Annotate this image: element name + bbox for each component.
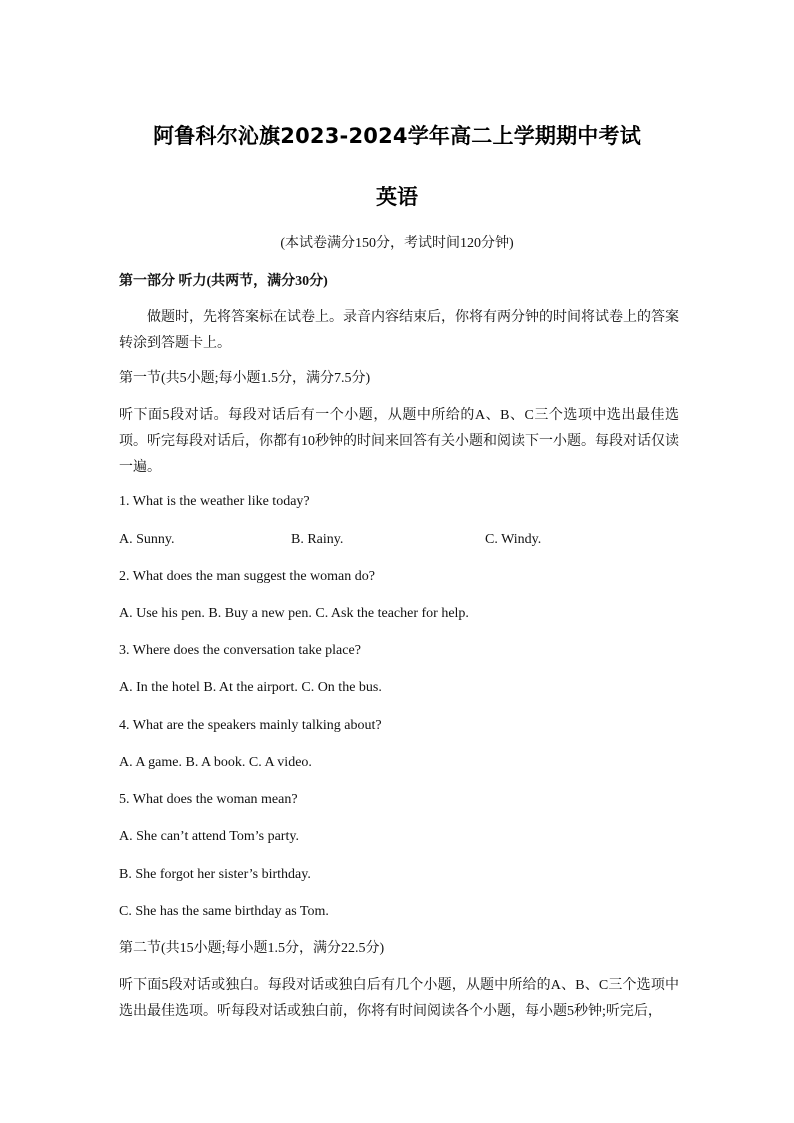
section1-instruction: 听下面5段对话。每段对话后有一个小题，从题中所给的A、B、C三个选项中选出最佳选项。听完每段对话后，你都有10秒钟的时间来回答有关小题和阅读下一小题。每段对话仅读一遍。	[119, 408, 679, 475]
question-5-option-c: C. She has the same birthday as Tom.	[119, 904, 329, 919]
subject-title: 英语	[376, 185, 418, 209]
question-4-stem: 4. What are the speakers mainly talking about?	[119, 718, 382, 733]
part1-heading: 第一部分 听力(共两节，满分30分)	[119, 274, 328, 289]
exam-title: 阿鲁科尔沁旗2023-2024学年高二上学期期中考试	[153, 124, 641, 148]
question-3-options: A. In the hotel B. At the airport. C. On the bus.	[119, 680, 382, 695]
question-4-options: A. A game. B. A book. C. A video.	[119, 755, 312, 770]
question-3-stem: 3. Where does the conversation take place?	[119, 643, 361, 658]
question-5-stem: 5. What does the woman mean?	[119, 792, 298, 807]
exam-note: (本试卷满分150分，考试时间120分钟)	[280, 236, 514, 251]
section1-heading: 第一节(共5小题;每小题1.5分，满分7.5分)	[119, 371, 371, 386]
question-1-stem: 1. What is the weather like today?	[119, 494, 310, 509]
question-5-option-a: A. She can’t attend Tom’s party.	[119, 829, 299, 844]
question-1-option-a: A. Sunny.	[119, 532, 175, 547]
question-5-option-b: B. She forgot her sister’s birthday.	[119, 867, 311, 882]
section2-instruction: 听下面5段对话或独白。每段对话或独白后有几个小题，从题中所给的A、B、C三个选项中选出最佳选项。听每段对话或独白前，你将有时间阅读各个小题，每小题5秒钟;听完后，	[119, 978, 679, 1019]
question-1-option-b: B. Rainy.	[291, 532, 344, 547]
part1-instruction: 做题时，先将答案标在试卷上。录音内容结束后，你将有两分钟的时间将试卷上的答案转涂到答题卡上。	[119, 310, 679, 351]
question-1-option-c: C. Windy.	[485, 532, 542, 547]
question-2-stem: 2. What does the man suggest the woman do?	[119, 569, 375, 584]
question-2-options: A. Use his pen. B. Buy a new pen. C. Ask the teacher for help.	[119, 606, 469, 621]
section2-heading: 第二节(共15小题;每小题1.5分，满分22.5分)	[119, 941, 385, 956]
